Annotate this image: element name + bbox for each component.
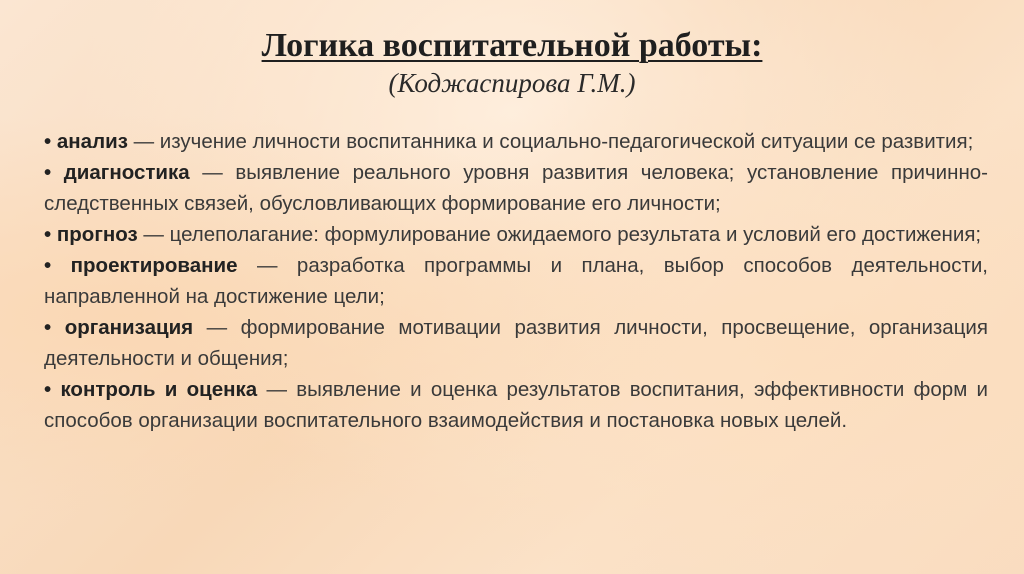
item-text: — разработка программы и плана, выбор способов деятельности, направленной на достижение цели; (44, 254, 988, 308)
list-item (44, 250, 988, 312)
list-item (44, 219, 988, 250)
list-item (44, 126, 988, 157)
bullet-marker: • (44, 316, 52, 339)
bullet-marker: • (44, 223, 52, 246)
item-term: проектирование (70, 254, 238, 277)
item-term: организация (64, 316, 194, 339)
item-term: анализ (56, 130, 128, 153)
item-text: — целеполагание: формулирование ожидаемого результата и условий его достижения; (137, 223, 982, 246)
slide-subtitle: (Коджаспирова Г.М.) (388, 68, 636, 98)
item-text: — выявление и оценка результатов воспитания, эффективности форм и способов организации воспитательного взаимодействия и постановка новых целей. (44, 378, 988, 432)
bullet-marker: • (44, 254, 52, 277)
slide-title: Логика воспитательной работы: (261, 27, 763, 64)
item-term: прогноз (56, 223, 138, 246)
bullet-list (44, 126, 988, 436)
bullet-marker: • (44, 130, 52, 153)
bullet-marker: • (44, 378, 52, 401)
list-item (44, 312, 988, 374)
bullet-marker: • (44, 161, 52, 184)
item-term: контроль и оценка (60, 378, 258, 401)
item-text: — изучение личности воспитанника и социально-педагогической ситуации се развития; (127, 130, 974, 153)
item-term: диагностика (63, 161, 190, 184)
list-item (44, 374, 988, 436)
item-text: — формирование мотивации развития личности, просвещение, организация деятельности и общения; (44, 316, 988, 370)
item-text: — выявление реального уровня развития человека; установление причинно-следственных связей, обусловливающих формирование его личности; (44, 161, 988, 215)
list-item (44, 157, 988, 219)
